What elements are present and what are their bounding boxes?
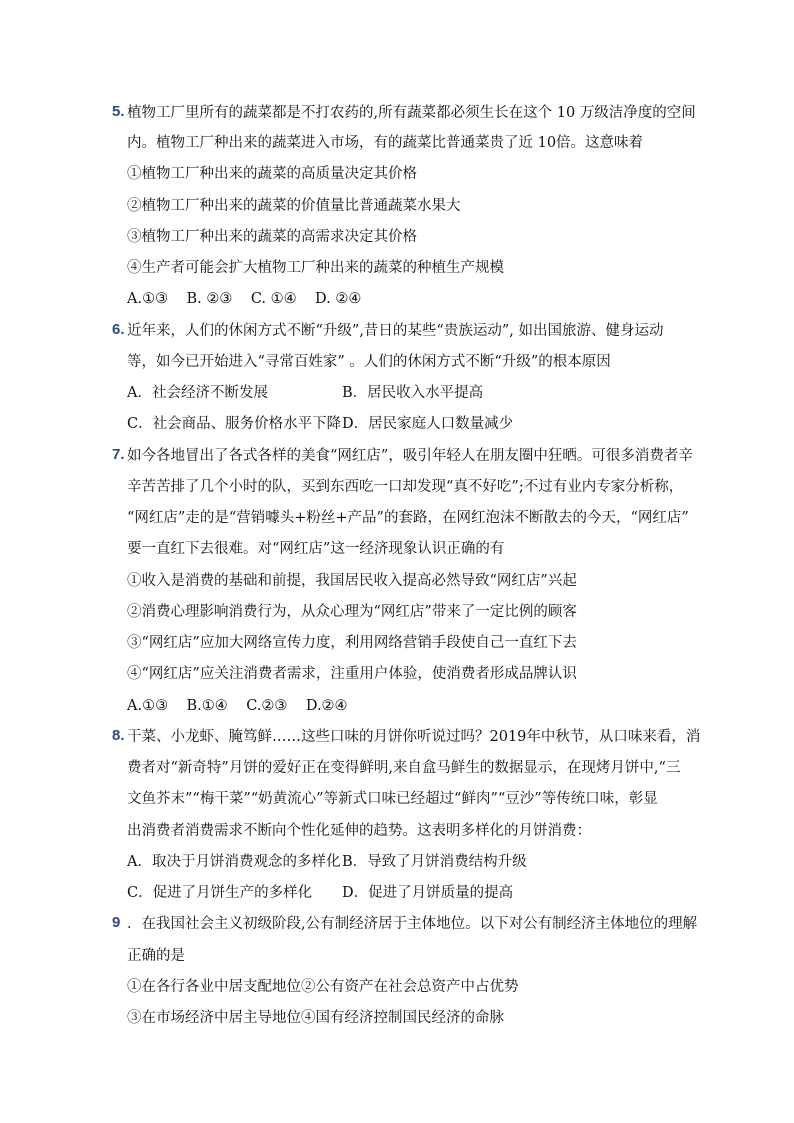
question-stem-line: 干菜、小龙虾、腌笃鲜……这些口味的月饼你听说过吗？2019年中秋节，从口味来看，消: [127, 729, 701, 745]
question-stem-line: 正确的是: [127, 948, 185, 964]
statement: ①在各行各业中居支配地位②公有资产在社会总资产中占优势: [127, 979, 519, 995]
question-stem-line: 要一直红下去很难。对“网红店”这一经济现象认识正确的有: [127, 541, 505, 557]
answer-option: B．导致了月饼消费结构升级: [342, 854, 527, 870]
answer-option: C．促进了月饼生产的多样化: [127, 885, 313, 901]
question-number: 5.: [112, 103, 125, 120]
answer-options: A.①③ B. ②③ C. ①④ D. ②④: [127, 291, 362, 307]
question-stem-line: ．在我国社会主义初级阶段,公有制经济居于主体地位。以下对公有制经济主体地位的理解: [127, 916, 698, 932]
statement: ④生产者可能会扩大植物工厂种出来的蔬菜的种植生产规模: [127, 260, 504, 276]
question-number: 6.: [112, 321, 125, 338]
question-stem-line: 近年来，人们的休闲方式不断“升级”,昔日的某些“贵族运动”, 如出国旅游、健身运动: [127, 323, 664, 339]
statement: ③植物工厂种出来的蔬菜的高需求决定其价格: [127, 229, 417, 245]
statement: ④“网红店”应关注消费者需求，注重用户体验，使消费者形成品牌认识: [127, 666, 577, 682]
question-stem-line: 如今各地冒出了各式各样的美食“网红店”，吸引年轻人在朋友圈中狂晒。可很多消费者辛: [127, 448, 693, 464]
question-stem-line: 等，如今已开始进入“寻常百姓家” 。人们的休闲方式不断“升级”的根本原因: [127, 354, 611, 370]
question-number: 7.: [112, 446, 125, 463]
answer-option: D．居民家庭人口数量减少: [342, 416, 514, 432]
question-number: 9: [112, 914, 121, 931]
statement: ③“网红店”应加大网络宣传力度，利用网络营销手段使自己一直红下去: [127, 635, 577, 651]
question-stem-line: 内。植物工厂种出来的蔬菜进入市场，有的蔬菜比普通菜贵了近 10倍。这意味着: [127, 135, 644, 151]
question-number: 8.: [112, 727, 125, 744]
statement: ②消费心理影响消费行为，从众心理为“网红店”带来了一定比例的顾客: [127, 604, 577, 620]
question-stem-line: 文鱼芥末”“梅干菜”“奶黄流心”等新式口味已经超过“鲜肉”“豆沙”等传统口味，彰显: [127, 791, 658, 807]
statement: ②植物工厂种出来的蔬菜的价值量比普通蔬菜水果大: [127, 198, 461, 214]
question-stem-line: 出消费者消费需求不断向个性化延伸的趋势。这表明多样化的月饼消费：: [127, 823, 591, 839]
question-stem-line: 辛苦苦排了几个小时的队，买到东西吃一口却发现“真不好吃”;不过有业内专家分析称，: [127, 479, 684, 495]
answer-options: A.①③ B.①④ C.②③ D.②④: [127, 698, 348, 714]
answer-option: C．社会商品、服务价格水平下降: [127, 416, 342, 432]
question-stem-line: “网红店”走的是“营销噱头+粉丝+产品”的套路，在网红泡沫不断散去的今天，“网红店”: [127, 510, 689, 526]
answer-option: D．促进了月饼质量的提高: [342, 885, 514, 901]
statement: ①收入是消费的基础和前提，我国居民收入提高必然导致“网红店”兴起: [127, 573, 577, 589]
statement: ①植物工厂种出来的蔬菜的高质量决定其价格: [127, 166, 417, 182]
answer-option: A．社会经济不断发展: [127, 385, 268, 401]
question-stem-line: 植物工厂里所有的蔬菜都是不打农药的,所有蔬菜都必须生长在这个 10 万级洁净度的空间: [127, 105, 696, 121]
statement: ③在市场经济中居主导地位④国有经济控制国民经济的命脉: [127, 1010, 504, 1026]
question-stem-line: 费者对“新奇特”月饼的爱好正在变得鲜明,来自盒马鲜生的数据显示，在现烤月饼中,“三: [127, 760, 681, 776]
answer-option: B．居民收入水平提高: [342, 385, 484, 401]
answer-option: A．取决于月饼消费观念的多样化: [127, 854, 341, 870]
